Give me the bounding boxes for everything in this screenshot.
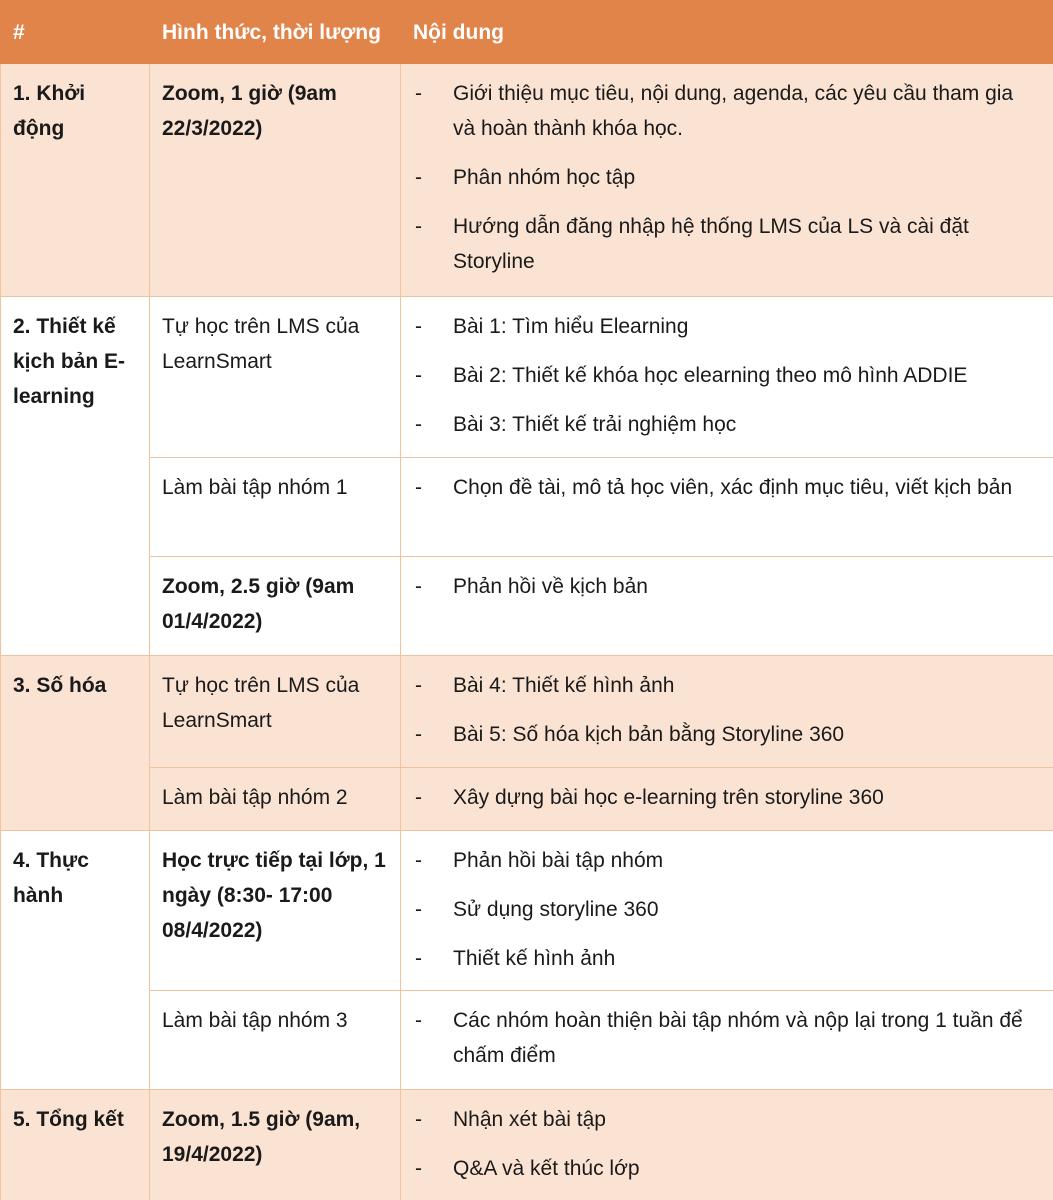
- content-cell: [401, 458, 1053, 557]
- header-content: Nội dung: [401, 1, 1053, 64]
- content-cell: [401, 991, 1053, 1090]
- list-item: - Phân nhóm học tập: [415, 166, 636, 189]
- format-cell: Làm bài tập nhóm 3: [150, 991, 401, 1090]
- format-cell: Làm bài tập nhóm 2: [150, 768, 401, 831]
- format-cell: Tự học trên LMS của LearnSmart: [150, 656, 401, 768]
- table-row: [1, 656, 1053, 768]
- list-item: - Các nhóm hoàn thiện bài tập nhóm và nộp lại trong 1 tuần để chấm điểm: [415, 1009, 1023, 1067]
- content-cell: [401, 64, 1053, 297]
- list-item: - Hướng dẫn đăng nhập hệ thống LMS của LS và cài đặt Storyline: [415, 215, 969, 273]
- header-row: [1, 1, 1053, 64]
- content-cell: [401, 297, 1053, 458]
- phase-cell: 3. Số hóa: [1, 656, 150, 831]
- phase-cell: 5. Tổng kết: [1, 1090, 150, 1200]
- list-item: - Bài 2: Thiết kế khóa học elearning theo mô hình ADDIE: [415, 364, 968, 387]
- list-item: - Giới thiệu mục tiêu, nội dung, agenda, các yêu cầu tham gia và hoàn thành khóa học.: [415, 82, 1014, 140]
- header-format: Hình thức, thời lượng: [150, 1, 401, 64]
- content-cell: [401, 656, 1053, 768]
- table-row: [1, 768, 1053, 831]
- list-item: - Phản hồi bài tập nhóm: [415, 849, 664, 872]
- content-cell: [401, 768, 1053, 831]
- table-row: [1, 458, 1053, 557]
- list-item: - Chọn đề tài, mô tả học viên, xác định mục tiêu, viết kịch bản: [415, 476, 1013, 499]
- table-row: [1, 1090, 1053, 1200]
- list-item: - Bài 1: Tìm hiểu Elearning: [415, 315, 689, 338]
- format-cell: Tự học trên LMS của LearnSmart: [150, 297, 401, 458]
- format-cell: Zoom, 1 giờ (9am 22/3/2022): [150, 64, 401, 297]
- content-cell: [401, 831, 1053, 991]
- table-row: [1, 991, 1053, 1090]
- list-item: - Phản hồi về kịch bản: [415, 575, 648, 598]
- list-item: - Bài 5: Số hóa kịch bản bằng Storyline 360: [415, 723, 845, 746]
- table-row: [1, 831, 1053, 991]
- format-cell: Học trực tiếp tại lớp, 1 ngày (8:30- 17:00 08/4/2022): [150, 831, 401, 991]
- list-item: - Xây dựng bài học e-learning trên storyline 360: [415, 786, 884, 809]
- format-cell: Zoom, 2.5 giờ (9am 01/4/2022): [150, 557, 401, 656]
- list-item: - Nhận xét bài tập: [415, 1108, 606, 1131]
- table-row: [1, 557, 1053, 656]
- table-row: [1, 64, 1053, 297]
- content-cell: [401, 1090, 1053, 1200]
- list-item: - Bài 3: Thiết kế trải nghiệm học: [415, 413, 737, 436]
- list-item: - Q&A và kết thúc lớp: [415, 1157, 640, 1180]
- phase-cell: 2. Thiết kế kịch bản E-learning: [1, 297, 150, 656]
- content-cell: [401, 557, 1053, 656]
- list-item: - Sử dụng storyline 360: [415, 898, 659, 921]
- table-row: [1, 297, 1053, 458]
- format-cell: Zoom, 1.5 giờ (9am, 19/4/2022): [150, 1090, 401, 1200]
- format-cell: Làm bài tập nhóm 1: [150, 458, 401, 557]
- phase-cell: 1. Khởi động: [1, 64, 150, 297]
- list-item: - Bài 4: Thiết kế hình ảnh: [415, 674, 675, 697]
- phase-cell: 4. Thực hành: [1, 831, 150, 1090]
- list-item: - Thiết kế hình ảnh: [415, 947, 616, 970]
- header-index: #: [1, 1, 150, 64]
